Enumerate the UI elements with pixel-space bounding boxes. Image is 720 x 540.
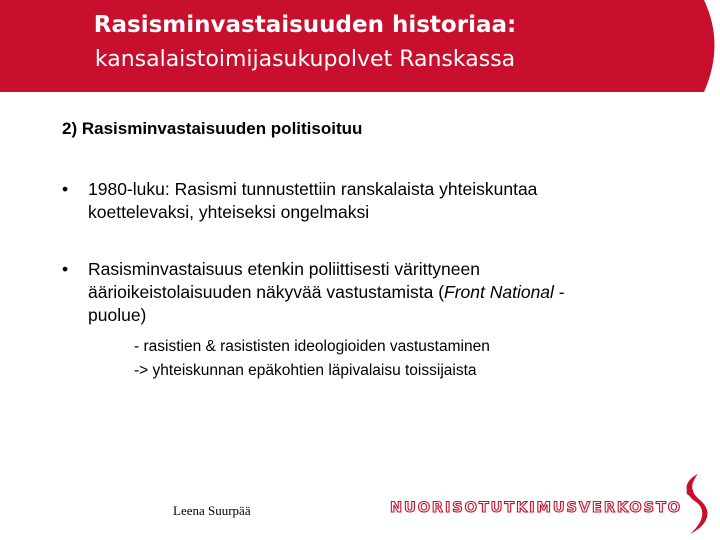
bullet-marker: • xyxy=(62,179,69,199)
section-subtitle: 2) Rasisminvastaisuuden politisoituu xyxy=(62,119,363,138)
organization-logo-icon xyxy=(676,472,710,536)
bullet-text-line: koettelevaksi, yhteiseksi ongelmaksi xyxy=(88,202,370,222)
author-name: Leena Suurpää xyxy=(173,503,251,518)
slide-header xyxy=(0,0,720,92)
slide-title: Rasisminvastaisuuden historiaa: xyxy=(93,12,517,38)
slide-title-second-line: kansalaistoimijasukupolvet Ranskassa xyxy=(94,47,516,72)
bullet-text-line: Rasisminvastaisuus etenkin poliittisesti värittyneen xyxy=(88,259,480,279)
sub-point-line: -> yhteiskunnan epäkohtien läpivalaisu toissijaista xyxy=(134,362,477,379)
sub-point-line: - rasistien & rasististen ideologioiden vastustaminen xyxy=(134,338,490,355)
bullet-text-line: 1980-luku: Rasismi tunnustettiin ranskalaista yhteiskuntaa xyxy=(88,179,538,199)
bullet-marker: • xyxy=(62,259,69,279)
bullet-text-line: puolue) xyxy=(88,305,147,325)
party-name: Front National xyxy=(444,282,554,302)
header-curve-decoration xyxy=(660,0,720,92)
organization-logo-text: NUORISOTUTKIMUSVERKOSTO xyxy=(390,500,682,516)
bullet-text-line: äärioikeistolaisuuden näkyvää vastustamista (Front National - xyxy=(88,282,565,302)
